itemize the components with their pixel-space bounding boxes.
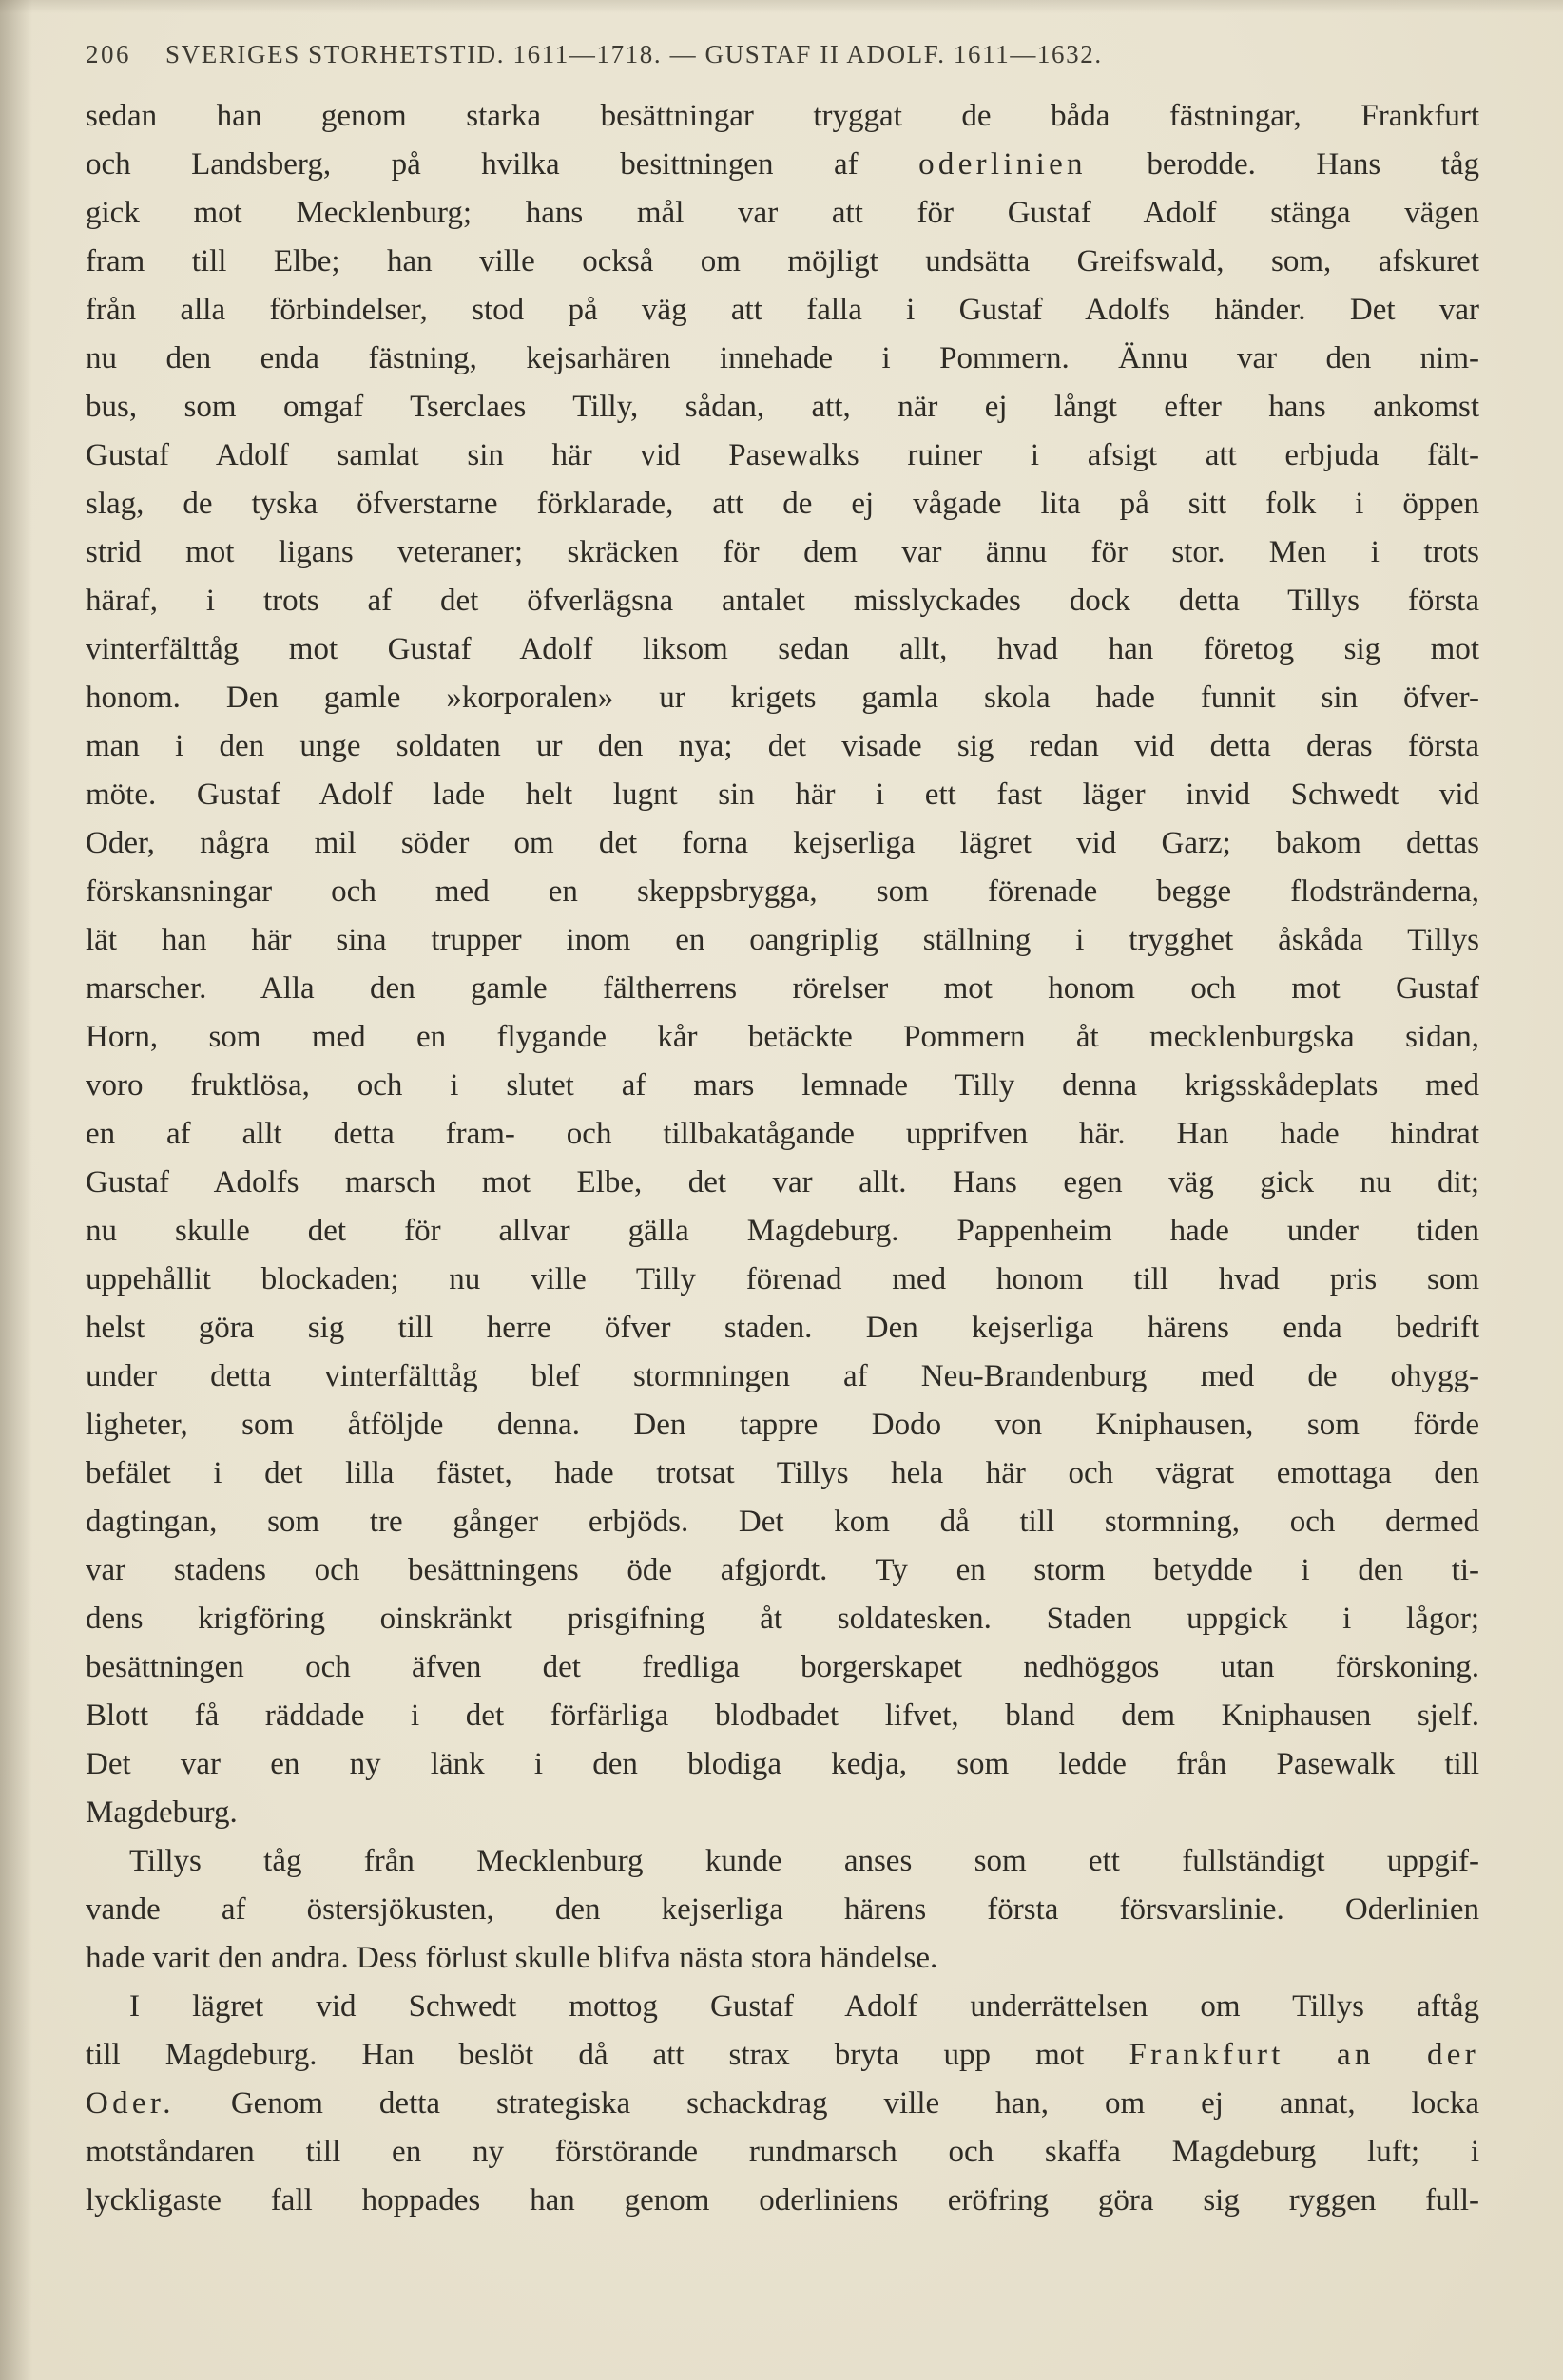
text-segment: man i den unge soldaten ur den nya; det visade sig redan vid detta deras första [86, 729, 1479, 763]
text-line [86, 2128, 1479, 2177]
text-line [86, 965, 1479, 1013]
text-line [86, 1934, 1479, 1983]
paragraph [86, 1837, 1479, 1983]
text-line [86, 238, 1479, 286]
text-segment: lät han här sina trupper inom en oangriplig ställning i trygghet åskåda Tillys [86, 923, 1479, 957]
text-segment: ligheter, som åtföljde denna. Den tappre Dodo von Kniphausen, som förde [86, 1408, 1479, 1442]
text-line [86, 1013, 1479, 1062]
text-line [86, 480, 1479, 528]
text-segment: I lägret vid Schwedt mottog Gustaf Adolf underrättelsen om Tillys aftåg [129, 1989, 1479, 2024]
text-line [86, 189, 1479, 238]
page-number: 206 [86, 40, 131, 68]
text-line [86, 1789, 1479, 1837]
text-segment: häraf, i trots af det öfverlägsna antalet misslyckades dock detta Tillys första [86, 584, 1479, 618]
running-title: SVERIGES STORHETSTID. 1611—1718. — GUSTAF II ADOLF. 1611—1632. [165, 40, 1103, 68]
paragraph [86, 92, 1479, 1837]
text-line [86, 1110, 1479, 1159]
text-segment: Genom detta strategiska schackdrag ville han, om ej annat, locka [174, 2086, 1479, 2121]
text-line [86, 335, 1479, 383]
text-segment: dagtingan, som tre gånger erbjöds. Det kom då till stormning, och dermed [86, 1505, 1479, 1539]
text-line [86, 625, 1479, 674]
text-segment: uppehållit blockaden; nu ville Tilly förenad med honom till hvad pris som [86, 1262, 1479, 1296]
text-segment: under detta vinterfälttåg blef stormningen af Neu-Brandenburg med de ohygg- [86, 1359, 1479, 1393]
text-segment: besättningen och äfven det fredliga borgerskapet nedhöggos utan förskoning. [86, 1650, 1479, 1684]
text-line [86, 2080, 1479, 2128]
text-segment: Oder, några mil söder om det forna kejserliga lägret vid Garz; bakom dettas [86, 826, 1479, 860]
text-line [86, 1062, 1479, 1110]
text-segment: Det var en ny länk i den blodiga kedja, som ledde från Pasewalk till [86, 1747, 1479, 1781]
text-segment: vande af östersjökusten, den kejserliga härens första försvarslinie. Oderlinien [86, 1892, 1479, 1927]
text-segment: Magdeburg. [86, 1795, 238, 1830]
text-line [86, 1353, 1479, 1401]
text-line [86, 2031, 1479, 2080]
text-segment: motståndaren till en ny förstörande rundmarsch och skaffa Magdeburg luft; i [86, 2135, 1479, 2169]
text-segment: nu skulle det för allvar gälla Magdeburg. Pappenheim hade under tiden [86, 1214, 1479, 1248]
text-segment: sedan han genom starka besättningar tryggat de båda fästningar, Frankfurt [86, 99, 1479, 133]
text-segment: lyckligaste fall hoppades han genom oderliniens eröfring göra sig ryggen full- [86, 2183, 1479, 2217]
text-line [86, 1159, 1479, 1207]
text-segment: hade varit den andra. Dess förlust skulle blifva nästa stora händelse. [86, 1941, 938, 1975]
text-line [86, 1401, 1479, 1449]
text-line [86, 1498, 1479, 1546]
emphasized-text: oderlinien [918, 147, 1087, 182]
text-segment: dens krigföring oinskränkt prisgifning åt soldatesken. Staden uppgick i lågor; [86, 1602, 1479, 1636]
text-segment: nu den enda fästning, kejsarhären innehade i Pommern. Ännu var den nim- [86, 341, 1479, 375]
text-segment: befälet i det lilla fästet, hade trotsat Tillys hela här och vägrat emottaga den [86, 1456, 1479, 1490]
text-segment: från alla förbindelser, stod på väg att falla i Gustaf Adolfs händer. Det var [86, 293, 1479, 327]
text-segment: marscher. Alla den gamle fältherrens rörelser mot honom och mot Gustaf [86, 971, 1479, 1006]
text-line [86, 286, 1479, 335]
text-line [86, 383, 1479, 432]
text-segment: förskansningar och med en skeppsbrygga, som förenade begge flodstränderna, [86, 874, 1479, 909]
text-line [86, 528, 1479, 577]
text-segment: slag, de tyska öfverstarne förklarade, att de ej vågade lita på sitt folk i öppen [86, 487, 1479, 521]
text-segment: Blott få räddade i det förfärliga blodbadet lifvet, bland dem Kniphausen sjelf. [86, 1699, 1479, 1733]
text-line [86, 916, 1479, 965]
text-line [86, 722, 1479, 771]
text-line [86, 1886, 1479, 1934]
text-line [86, 432, 1479, 480]
text-segment: helst göra sig till herre öfver staden. Den kejserliga härens enda bedrift [86, 1311, 1479, 1345]
text-segment: berodde. Hans tåg [1086, 147, 1479, 182]
text-line [86, 1740, 1479, 1789]
emphasized-text: Frankfurt an der [1129, 2038, 1479, 2072]
paragraph [86, 1983, 1479, 2225]
text-line [86, 92, 1479, 141]
text-segment: en af allt detta fram- och tillbakatågande upprifven här. Han hade hindrat [86, 1117, 1479, 1151]
text-line [86, 1595, 1479, 1643]
text-segment: till Magdeburg. Han beslöt då att strax bryta upp mot [86, 2038, 1129, 2072]
text-segment: och Landsberg, på hvilka besittningen af [86, 147, 919, 182]
text-segment: vinterfälttåg mot Gustaf Adolf liksom sedan allt, hvad han företog sig mot [86, 632, 1479, 666]
text-line [86, 1692, 1479, 1740]
text-segment: honom. Den gamle »korporalen» ur krigets gamla skola hade funnit sin öfver- [86, 681, 1479, 715]
text-line [86, 577, 1479, 625]
text-line [86, 2177, 1479, 2225]
text-segment: bus, som omgaf Tserclaes Tilly, sådan, att, när ej långt efter hans ankomst [86, 390, 1479, 424]
text-segment: gick mot Mecklenburg; hans mål var att för Gustaf Adolf stänga vägen [86, 196, 1479, 230]
emphasized-text: Oder. [86, 2086, 175, 2121]
text-line [86, 1256, 1479, 1304]
text-segment: strid mot ligans veteraner; skräcken för dem var ännu för stor. Men i trots [86, 535, 1479, 569]
text-line [86, 1207, 1479, 1256]
text-line [86, 1983, 1479, 2031]
text-line [86, 141, 1479, 189]
text-segment: Gustaf Adolf samlat sin här vid Pasewalks ruiner i afsigt att erbjuda fält- [86, 438, 1479, 472]
text-segment: Gustaf Adolfs marsch mot Elbe, det var allt. Hans egen väg gick nu dit; [86, 1165, 1479, 1200]
text-block [86, 92, 1479, 2225]
text-segment: Horn, som med en flygande kår betäckte Pommern åt mecklenburgska sidan, [86, 1020, 1479, 1054]
text-line [86, 1304, 1479, 1353]
text-line [86, 868, 1479, 916]
text-line [86, 819, 1479, 868]
text-segment: Tillys tåg från Mecklenburg kunde anses som ett fullständigt uppgif- [129, 1844, 1479, 1878]
text-segment: möte. Gustaf Adolf lade helt lugnt sin här i ett fast läger invid Schwedt vid [86, 777, 1479, 812]
text-segment: voro fruktlösa, och i slutet af mars lemnade Tilly denna krigsskådeplats med [86, 1068, 1479, 1103]
text-segment: fram till Elbe; han ville också om möjligt undsätta Greifswald, som, afskuret [86, 244, 1479, 278]
running-header [86, 40, 1479, 69]
text-line [86, 1449, 1479, 1498]
text-line [86, 771, 1479, 819]
text-line [86, 1643, 1479, 1692]
text-line [86, 1837, 1479, 1886]
text-line [86, 674, 1479, 722]
text-segment: var stadens och besättningens öde afgjordt. Ty en storm betydde i den ti- [86, 1553, 1479, 1587]
text-line [86, 1546, 1479, 1595]
